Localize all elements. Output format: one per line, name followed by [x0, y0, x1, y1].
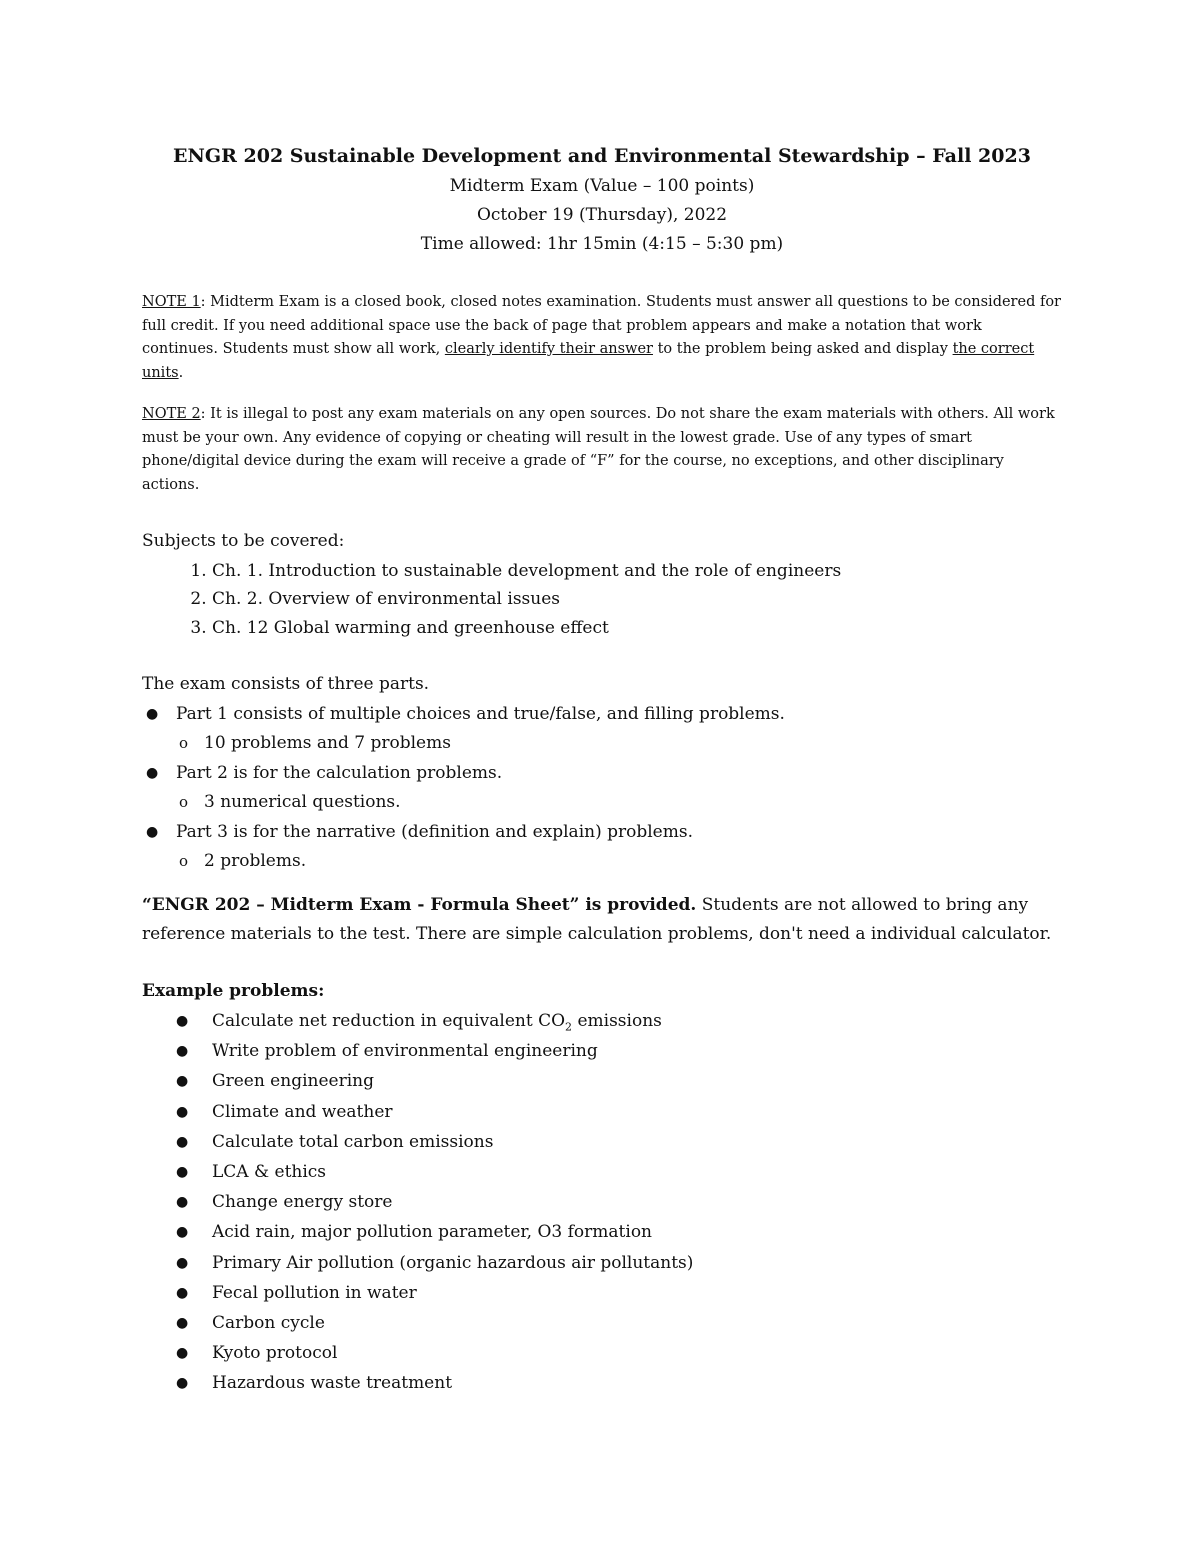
note-1-answer-emphasis: clearly identify their answer: [444, 341, 653, 357]
part-text: Part 3 is for the narrative (definition and explain) problems.: [176, 821, 693, 842]
part-item: [146, 759, 1062, 818]
note-1-label: NOTE 1: [142, 294, 201, 310]
example-item: ● Fecal pollution in water: [212, 1278, 1062, 1308]
time-allowed: Time allowed: 1hr 15min (4:15 – 5:30 pm): [420, 234, 784, 254]
subjects-list: [142, 557, 1062, 643]
part-text: Part 1 consists of multiple choices and true/false, and filling problems.: [176, 703, 785, 724]
bullet-icon: ●: [176, 1133, 189, 1150]
bullet-icon: ●: [176, 1345, 189, 1362]
bullet-icon: ●: [176, 1103, 189, 1120]
example-item: ● Carbon cycle: [212, 1308, 1062, 1338]
example-item: ● LCA & ethics: [212, 1157, 1062, 1187]
subjects-section: [142, 527, 1062, 642]
example-item: ● Hazardous waste treatment: [212, 1368, 1062, 1398]
formula-sheet-notice: “ENGR 202 – Midterm Exam - Formula Sheet” is provided.: [142, 894, 697, 915]
sub-bullet-icon: o: [179, 793, 189, 811]
bullet-icon: ●: [146, 823, 159, 840]
example-item: ● Change energy store: [212, 1187, 1062, 1217]
bullet-icon: ●: [176, 1254, 189, 1271]
note-2: [142, 403, 1062, 497]
bullet-icon: ●: [176, 1315, 189, 1332]
note-2-label: NOTE 2: [142, 406, 201, 422]
example-item: ● Kyoto protocol: [212, 1338, 1062, 1368]
note-1-text-c: .: [178, 364, 184, 381]
note-1-text-a: : Midterm Exam is a closed book, closed notes examination. Students must answer all questions to be considered for full credit. If you need additional space use the back of page that problem appears and make a notation that work continues. Students must show all work,: [142, 294, 1061, 357]
subjects-heading: Subjects to be covered:: [142, 531, 345, 551]
note-1-units-emphasis: the correct units: [142, 341, 1035, 381]
bullet-icon: ●: [176, 1224, 189, 1241]
part-text: Part 2 is for the calculation problems.: [176, 762, 503, 783]
exam-date: October 19 (Thursday), 2022: [476, 205, 728, 225]
course-title: ENGR 202 Sustainable Development and Environmental Stewardship – Fall 2023: [173, 145, 1031, 167]
example-item: ● Climate and weather: [212, 1097, 1062, 1127]
bullet-icon: ●: [176, 1043, 189, 1060]
bullet-icon: ●: [146, 705, 159, 722]
note-2-text: : It is illegal to post any exam materials on any open sources. Do not share the exam materials with others. All work must be your own. Any evidence of copying or cheating will result in the lowest grade. Use of any types of smart phone/digital device during the exam will receive a grade of “F” for the course, no exceptions, and other disciplinary actions.: [142, 406, 1055, 493]
part-item: [146, 818, 1062, 877]
bullet-icon: ●: [176, 1013, 189, 1029]
example-item: ● Acid rain, major pollution parameter, O3 formation: [212, 1217, 1062, 1247]
bullet-icon: ●: [176, 1284, 189, 1301]
examples-section: [142, 977, 1062, 1399]
bullet-icon: ●: [146, 764, 159, 781]
example-item: ● Primary Air pollution (organic hazardous air pollutants): [212, 1248, 1062, 1278]
example-item: ● Write problem of environmental engineering: [212, 1036, 1062, 1066]
part-detail: 10 problems and 7 problems: [204, 733, 451, 753]
bullet-icon: ●: [176, 1194, 189, 1211]
parts-section: [142, 670, 1062, 877]
subject-item: 1. Ch. 1. Introduction to sustainable development and the role of engineers: [212, 557, 1062, 586]
bullet-icon: ●: [176, 1073, 189, 1090]
part-item: [146, 700, 1062, 759]
example-item: ● Green engineering: [212, 1066, 1062, 1096]
part-detail: 2 problems.: [204, 851, 307, 871]
example-item: ● Calculate total carbon emissions: [212, 1127, 1062, 1157]
exam-header: [142, 140, 1062, 259]
note-1-text-b: to the problem being asked and display: [652, 341, 953, 357]
bullet-icon: ●: [176, 1375, 189, 1392]
bullet-icon: ●: [176, 1164, 189, 1181]
exam-value: Midterm Exam (Value – 100 points): [449, 176, 755, 196]
examples-list: [142, 1006, 1062, 1399]
part-detail: 3 numerical questions.: [204, 792, 401, 812]
example-item: ● Calculate net reduction in equivalent $CO_2$ emissions: [212, 1006, 1062, 1036]
sub-bullet-icon: o: [179, 734, 189, 752]
parts-heading: The exam consists of three parts.: [142, 674, 430, 694]
subject-item: 3. Ch. 12 Global warming and greenhouse effect: [212, 614, 1062, 643]
subject-item: 2. Ch. 2. Overview of environmental issues: [212, 585, 1062, 614]
document-page: [142, 140, 1062, 1399]
formula-sheet-paragraph: [142, 891, 1062, 950]
sub-bullet-icon: o: [179, 852, 189, 870]
parts-list: [142, 700, 1062, 877]
formula-sheet-text: Students are not allowed to bring any reference materials to the test. There are simple calculation problems, don't need a individual calculator.: [142, 894, 1052, 944]
examples-heading: Example problems:: [142, 980, 325, 1001]
note-1: [142, 291, 1062, 385]
